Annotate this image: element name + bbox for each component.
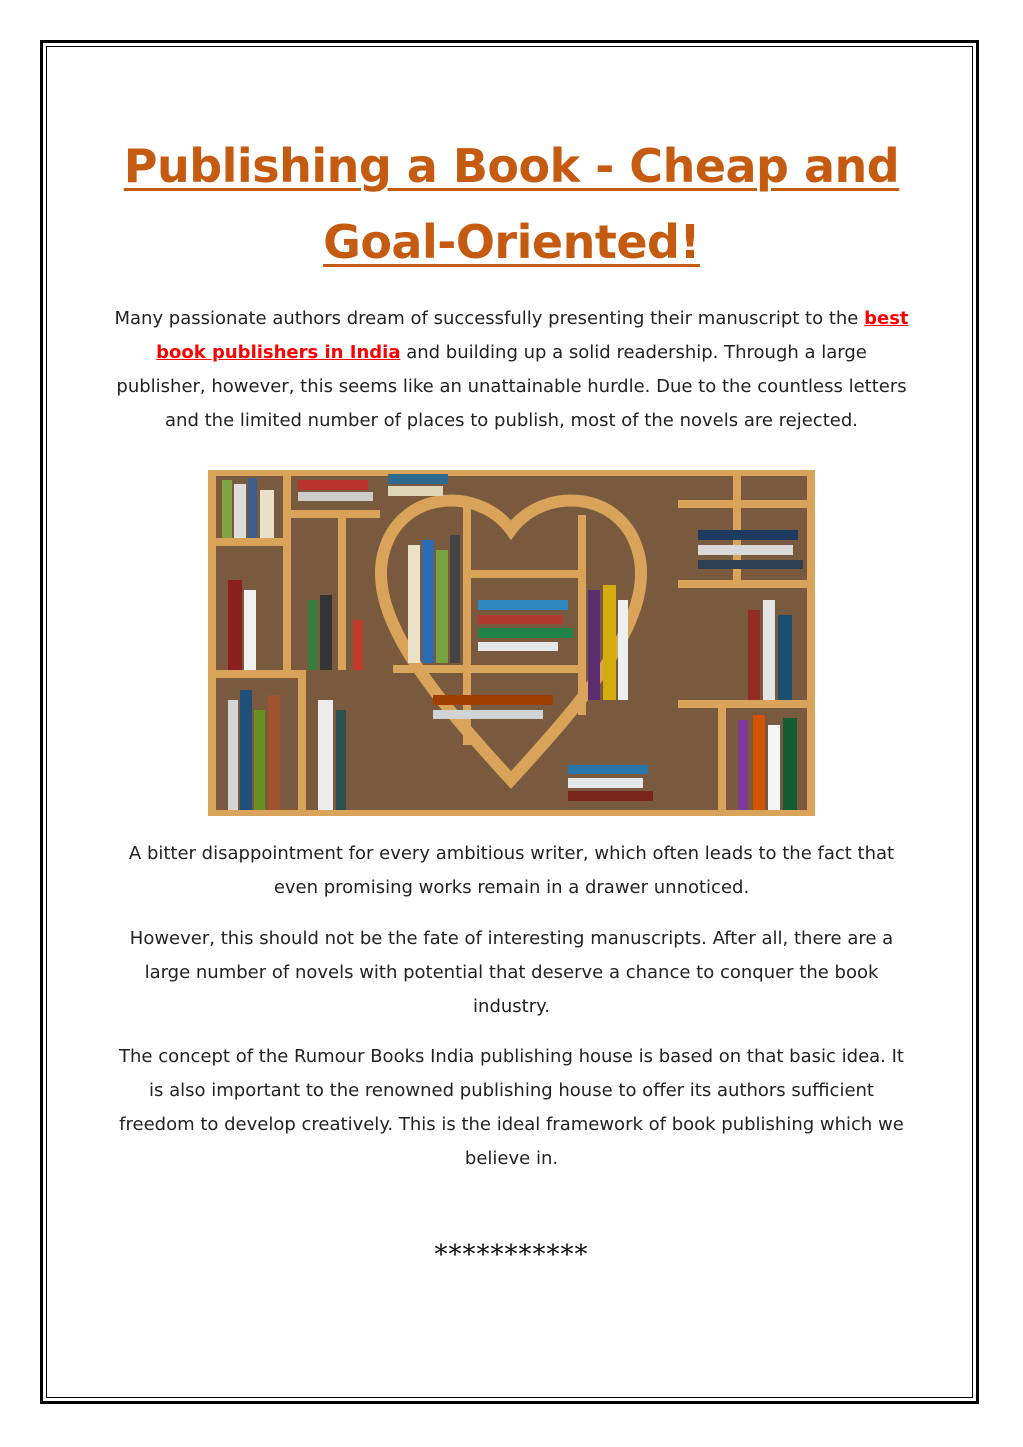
- intro-text-start: Many passionate authors dream of successfully presenting their manuscript to the: [114, 308, 865, 329]
- manuscripts-paragraph: However, this should not be the fate of interesting manuscripts. After all, there are a large number of novels with potential that deserve a chance to conquer the book industry.: [129, 928, 894, 1017]
- separator-stars: ***********: [434, 1240, 589, 1270]
- disappointment-paragraph: A bitter disappointment for every ambitious writer, which often leads to the fact that even promising works remain in a drawer unnoticed.: [128, 843, 895, 898]
- page-title: Publishing a Book - Cheap and Goal-Oriented!: [123, 139, 900, 269]
- intro-text-end: and building up a solid readership. Through a large publisher, however, this seems like an unattainable hurdle. Due to the countless letters and the limited number of places to publish, most of the novels are rejected.: [116, 342, 907, 431]
- publishers-link[interactable]: best book publishers in India: [156, 308, 909, 363]
- heart-bookshelf-image: [208, 470, 815, 816]
- concept-paragraph: The concept of the Rumour Books India publishing house is based on that basic idea. It is also important to the renowned publishing house to offer its authors sufficient freedom to develop creatively. This is the ideal framework of book publishing which we believe in.: [119, 1046, 904, 1169]
- intro-paragraph: [110, 302, 913, 438]
